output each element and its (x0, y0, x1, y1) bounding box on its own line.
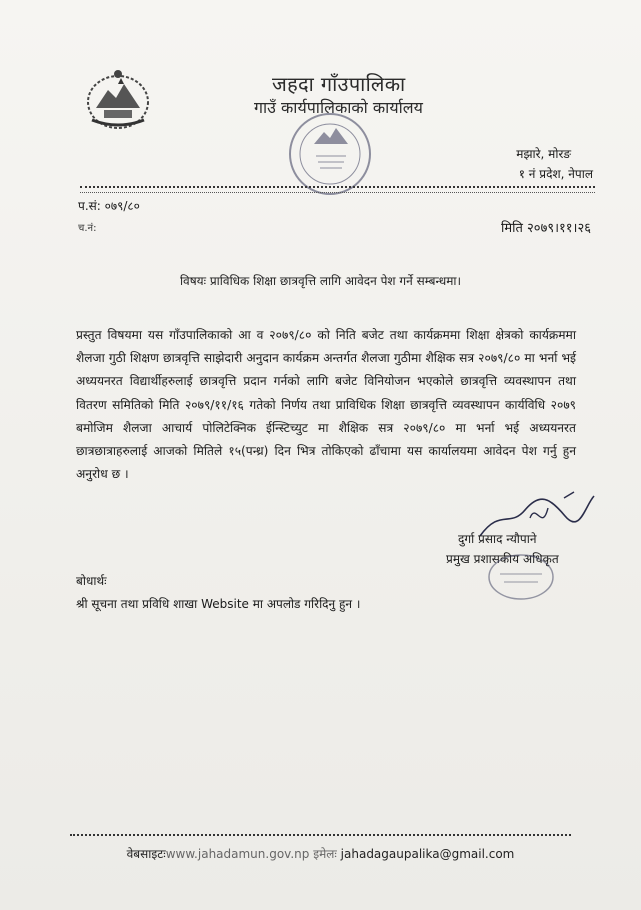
signatory-name: दुर्गा प्रसाद न्यौपाने (458, 532, 537, 546)
letter-date: मिति २०७९।११।२६ (501, 221, 591, 236)
address-line-2: १ नं प्रदेश, नेपाल (518, 167, 593, 181)
reference-number: प.सं: ०७९/८० (78, 199, 140, 213)
signatory-stamp-icon (486, 552, 556, 602)
subject-line: विषयः प्राविधिक शिक्षा छात्रवृत्ति लागि आवेदन पेश गर्ने सम्बन्धमा। (179, 274, 462, 288)
nepal-emblem-icon (78, 64, 158, 136)
footer-divider (70, 834, 571, 839)
email-label: इमेलः (313, 847, 337, 861)
header-divider (80, 186, 595, 193)
org-name: जहदा गाँउपालिका (272, 72, 406, 96)
website-link[interactable]: www.jahadamun.gov.np (165, 847, 310, 861)
office-name: गाउँ कार्यपालिकाको कार्यालय (254, 98, 423, 117)
website-label: वेबसाइटः (126, 847, 166, 861)
footer-contact (0, 845, 641, 862)
cc-item: श्री सूचना तथा प्रविधि शाखा Website मा अपलोड गरिदिनु हुन । (76, 597, 361, 611)
dispatch-number: च.नं: (78, 223, 97, 234)
body-paragraph: प्रस्तुत विषयमा यस गाँउपालिकाको आ व २०७९/८० को निति बजेट तथा कार्यक्रममा शिक्षा क्षेत्रको कार्यक्रममा शैलजा गुठी शिक्षण छात्रवृत्ति साझेदारी अनुदान कार्यक्रम अन्तर्गत शैलजा गुठीमा शैक्षिक सत्र २०७९/८० मा भर्ना भई अध्ययनरत विद्यार्थीहरुलाई छात्रवृत्ति प्रदान गर्नको लागि बजेट विनियोजन भएकोले छात्रवृत्ति व्यवस्थापन तथा वितरण समितिको मिति २०७९/११/१६ गतेको निर्णय तथा प्राविधिक शिक्षा छात्रवृत्ति व्यवस्थापन कार्यविधि २०७९ बमोजिम शैलजा आचार्य पोलिटेक्निक ईन्स्टिच्युट मा शैक्षिक सत्र २०७९/८० मा भर्ना भई अध्ययनरत छात्रछात्राहरुलाई आजको मितिले १५(पन्ध्र) दिन भित्र तोकिएको ढाँचामा यस कार्यालयमा आवेदन पेश गर्नु हुन अनुरोध छ । (76, 328, 576, 482)
email-link[interactable]: jahadagaupalika@gmail.com (340, 847, 515, 861)
signatory-title: प्रमुख प्रशासकीय अधिकृत (446, 552, 559, 566)
address-line-1: मझारे, मोरङ (516, 147, 571, 161)
cc-label: बोधार्थः (76, 574, 107, 588)
